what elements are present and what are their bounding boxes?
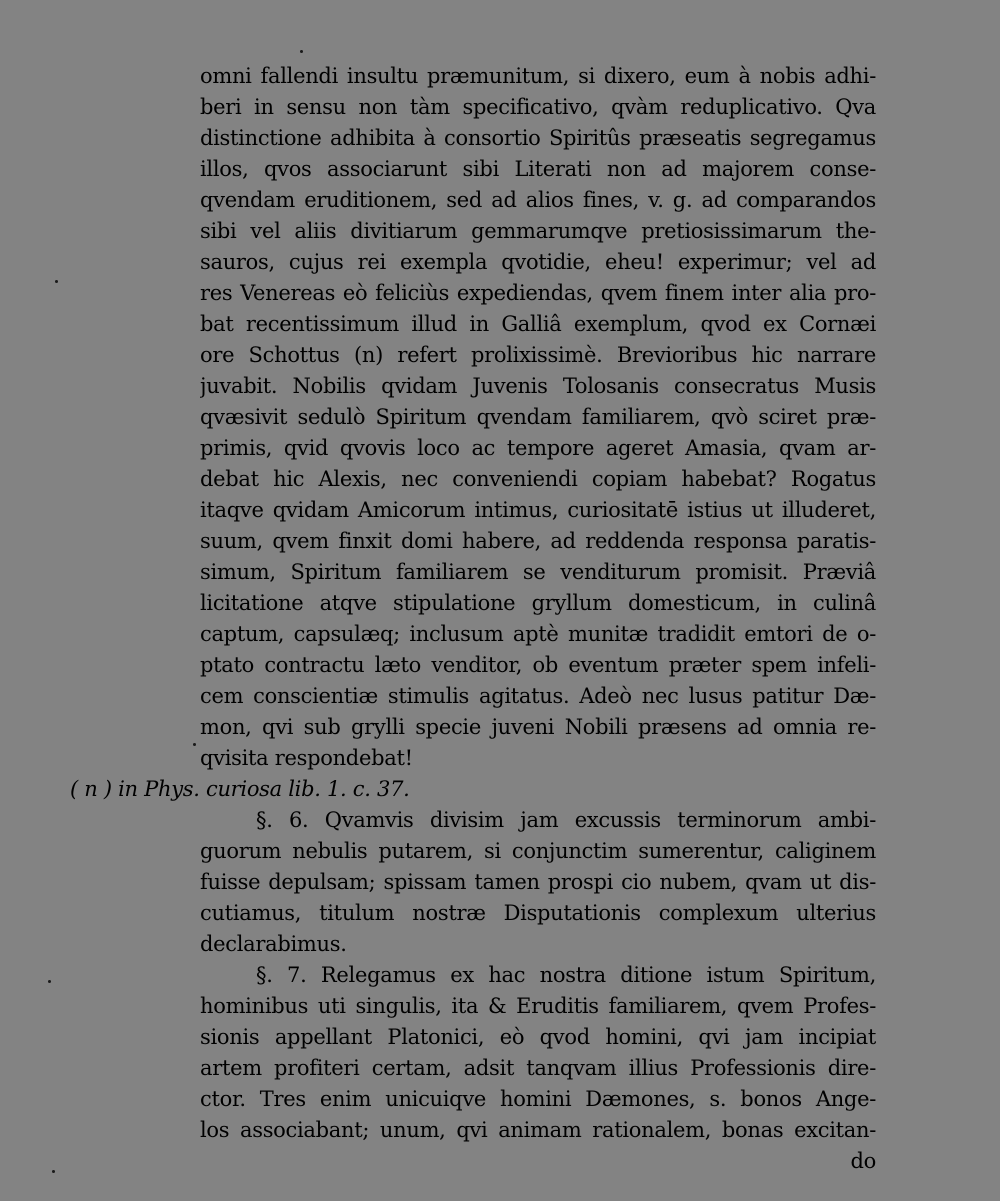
- text-line: distinctione adhibita à consortio Spiritûs præseatis segregamus: [200, 126, 876, 150]
- text-line: itaqve qvidam Amicorum intimus, curiositatē istius ut illuderet,: [200, 498, 876, 522]
- text-line: ore Schottus (n) refert prolixissimè. Brevioribus hic narrare: [200, 343, 876, 367]
- text-line: omni fallendi insultu præmunitum, si dixero, eum à nobis adhi-: [200, 64, 876, 88]
- scan-speck: [48, 980, 51, 983]
- text-line: captum, capsulæq; inclusum aptè munitæ tradidit emtori de o-: [200, 622, 876, 646]
- text-line: qvendam eruditionem, sed ad alios fines, v. g. ad comparandos: [200, 188, 876, 212]
- scan-speck: [55, 280, 58, 283]
- text-line: qvisita respondebat!: [200, 746, 413, 770]
- text-line: suum, qvem finxit domi habere, ad reddenda responsa paratis-: [200, 529, 876, 553]
- text-line: primis, qvid qvovis loco ac tempore ageret Amasia, qvam ar-: [200, 436, 876, 460]
- text-line: mon, qvi sub grylli specie juveni Nobili præsens ad omnia re-: [200, 715, 876, 739]
- text-line: sauros, cujus rei exempla qvotidie, eheu! experimur; vel ad: [200, 250, 876, 274]
- text-line: juvabit. Nobilis qvidam Juvenis Tolosanis consecratus Musis: [200, 374, 876, 398]
- section-7-line: sionis appellant Platonici, eò qvod homini, qvi jam incipiat: [200, 1025, 876, 1049]
- scan-speck: [193, 743, 196, 746]
- section-6-line: §. 6. Qvamvis divisim jam excussis terminorum ambi-: [256, 808, 876, 832]
- section-6-line: cutiamus, titulum nostræ Disputationis complexum ulterius: [200, 901, 876, 925]
- section-7-line: hominibus uti singulis, ita & Eruditis familiarem, qvem Profes-: [200, 994, 876, 1018]
- text-line: simum, Spiritum familiarem se venditurum promisit. Præviâ: [200, 560, 876, 584]
- section-6-line: fuisse depulsam; spissam tamen prospi cio nubem, qvam ut dis-: [200, 870, 876, 894]
- text-line: qvæsivit sedulò Spiritum qvendam familiarem, qvò sciret præ-: [200, 405, 876, 429]
- text-line: illos, qvos associarunt sibi Literati non ad majorem conse-: [200, 157, 876, 181]
- text-line: sibi vel aliis divitiarum gemmarumqve pretiosissimarum the-: [200, 219, 876, 243]
- text-line: bat recentissimum illud in Galliâ exemplum, qvod ex Cornæi: [200, 312, 876, 336]
- catchword: do: [850, 1149, 876, 1173]
- text-line: beri in sensu non tàm specificativo, qvàm reduplicativo. Qva: [200, 95, 876, 119]
- section-6-line: guorum nebulis putarem, si conjunctim sumerentur, caliginem: [200, 839, 876, 863]
- section-7-line: los associabant; unum, qvi animam rationalem, bonas excitan-: [200, 1118, 876, 1142]
- text-line: debat hic Alexis, nec conveniendi copiam habebat? Rogatus: [200, 467, 876, 491]
- text-line: licitatione atqve stipulatione gryllum domesticum, in culinâ: [200, 591, 876, 615]
- section-7-line: §. 7. Relegamus ex hac nostra ditione istum Spiritum,: [256, 963, 876, 987]
- text-line: cem conscientiæ stimulis agitatus. Adeò nec lusus patitur Dæ-: [200, 684, 876, 708]
- scan-speck: [52, 1170, 55, 1173]
- footnote: ( n ) in Phys. curiosa lib. 1. c. 37.: [70, 777, 410, 801]
- section-7-line: artem profiteri certam, adsit tanqvam illius Professionis dire-: [200, 1056, 876, 1080]
- text-line: res Venereas eò feliciùs expediendas, qvem finem inter alia pro-: [200, 281, 876, 305]
- section-7-line: ctor. Tres enim unicuiqve homini Dæmones, s. bonos Ange-: [200, 1087, 876, 1111]
- text-line: ptato contractu læto venditor, ob eventum præter spem infeli-: [200, 653, 876, 677]
- section-6-line: declarabimus.: [200, 932, 347, 956]
- scan-speck: [300, 50, 303, 53]
